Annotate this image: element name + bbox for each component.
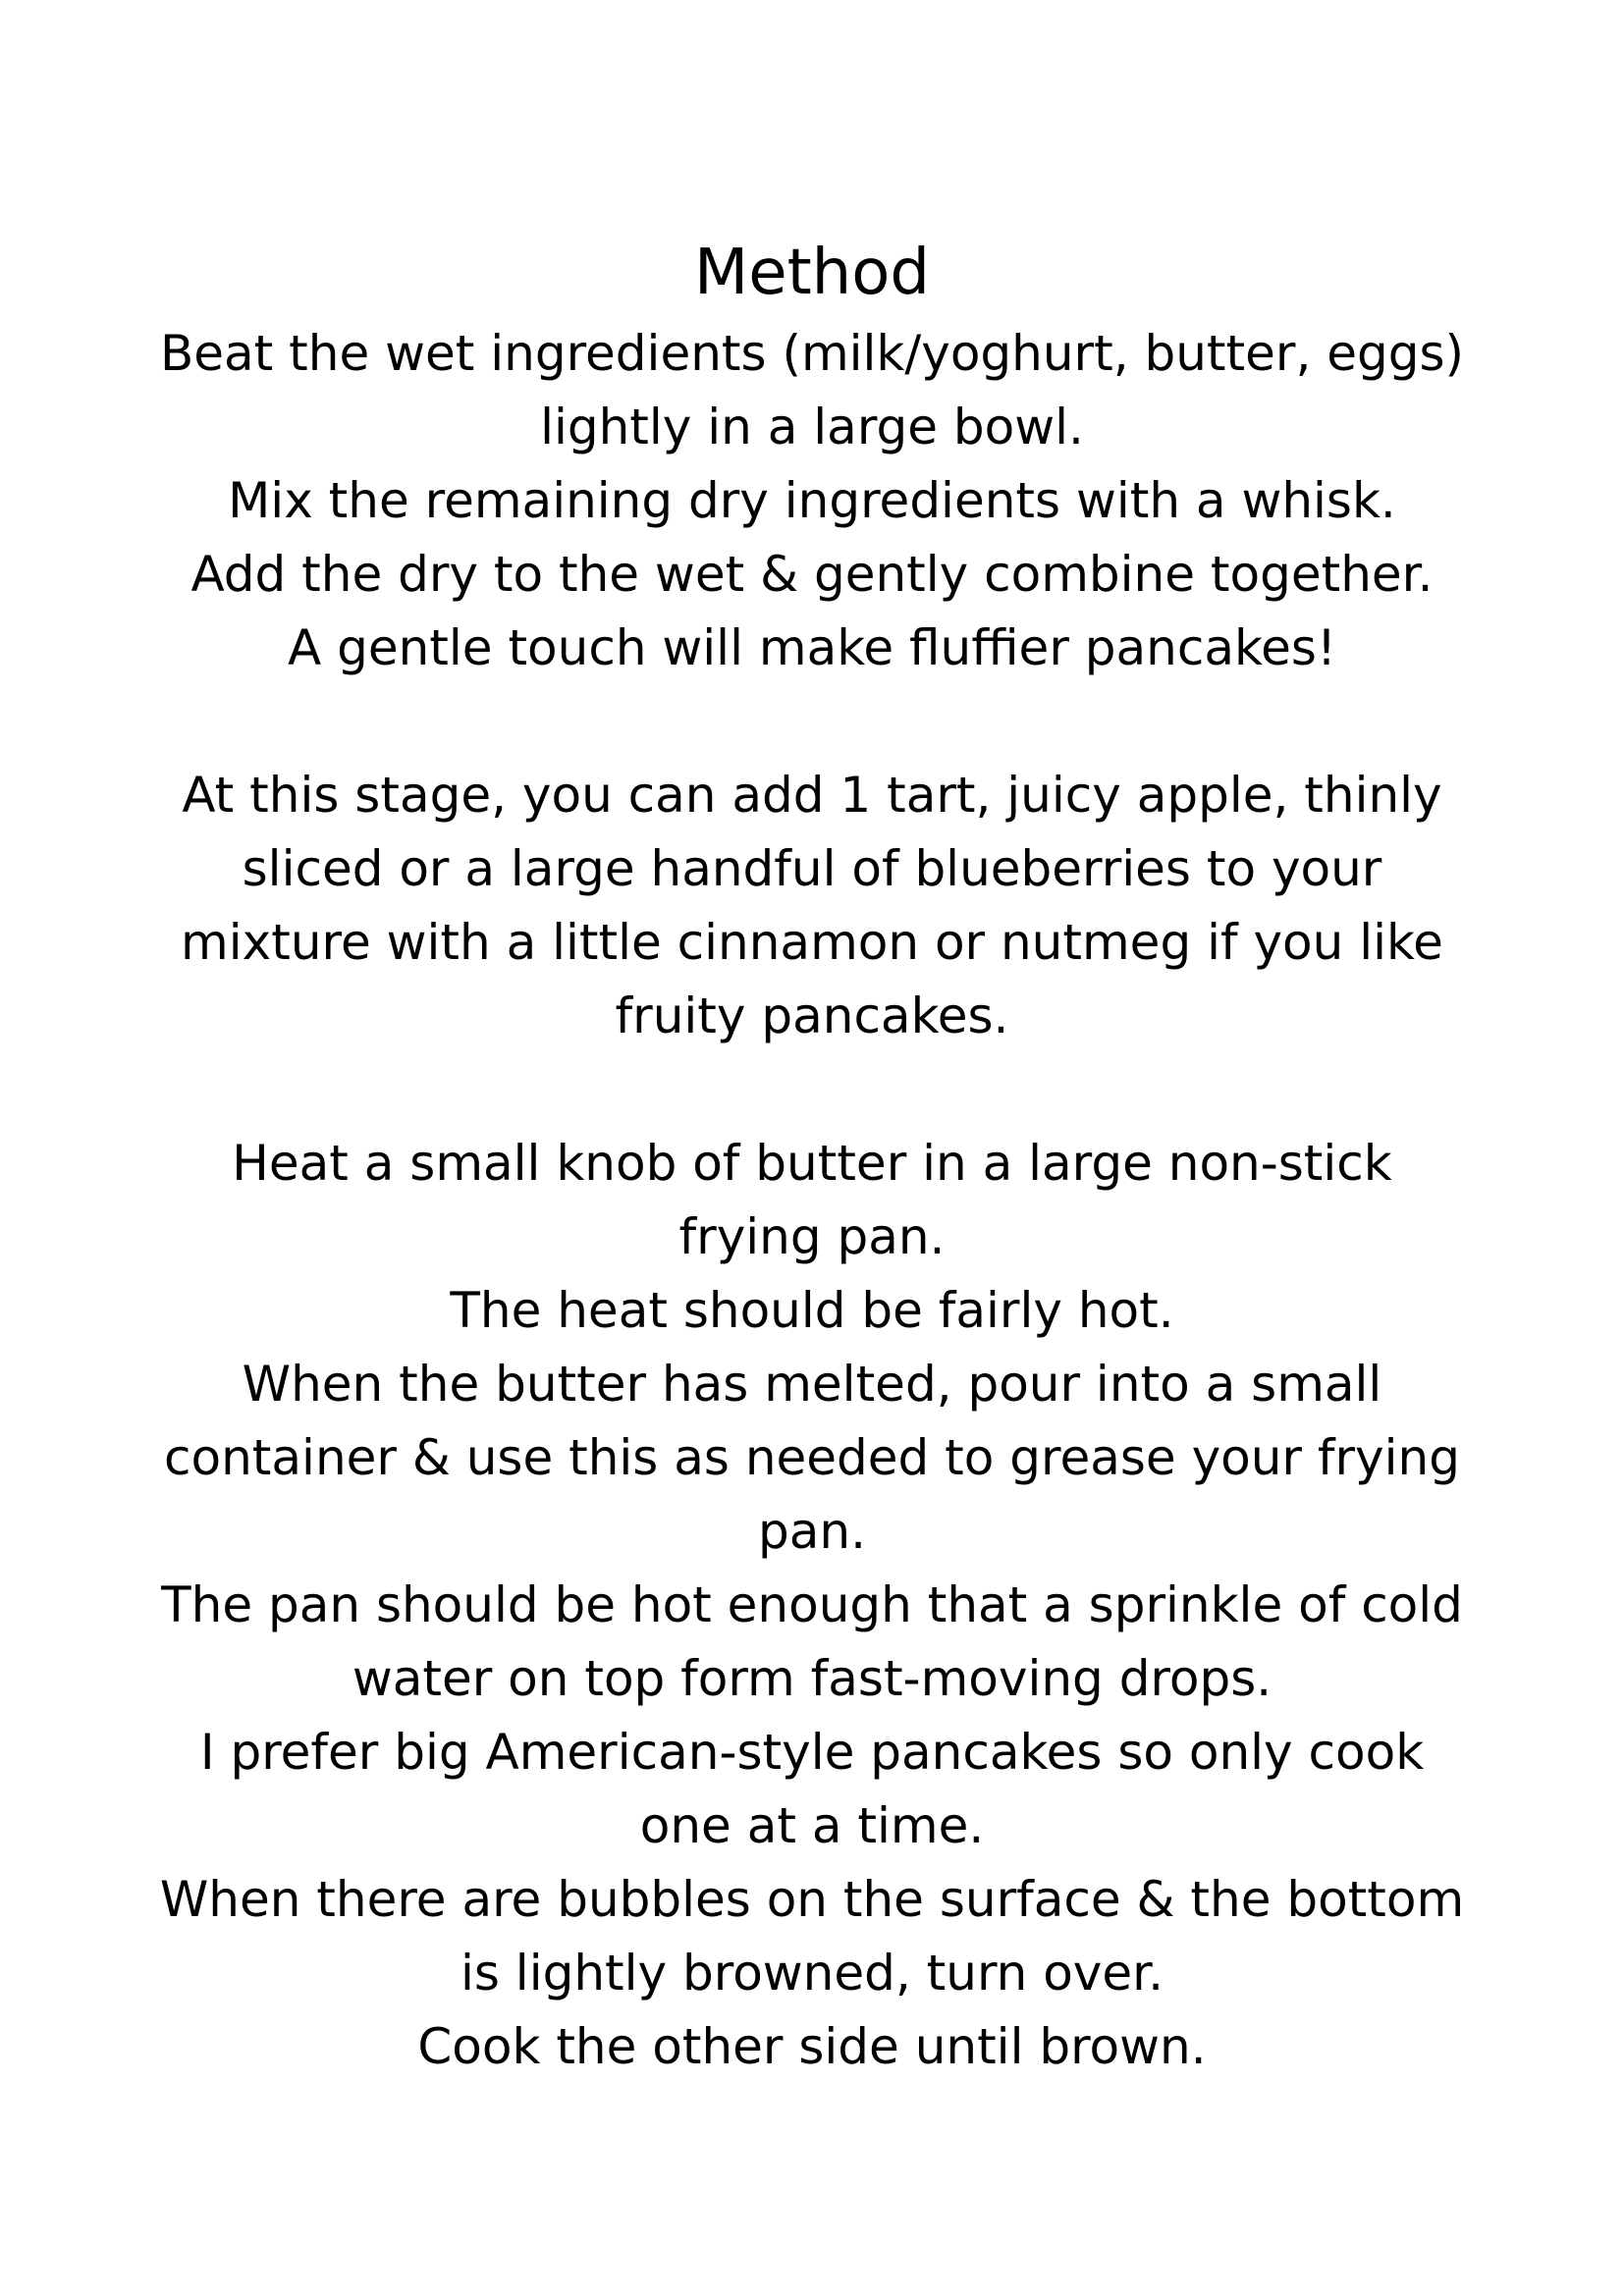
paragraph-gap — [118, 1053, 1506, 1127]
method-line: I prefer big American-style pancakes so only cook — [199, 1724, 1425, 1781]
method-line: When the butter has melted, pour into a small — [242, 1356, 1382, 1413]
method-line: When there are bubbles on the surface & the bottom — [159, 1871, 1465, 1928]
method-line: container & use this as needed to grease your frying — [164, 1429, 1460, 1486]
method-line: Mix the remaining dry ingredients with a whisk. — [228, 472, 1396, 529]
method-line: Cook the other side until brown. — [417, 2018, 1207, 2075]
method-line: frying pan. — [678, 1208, 946, 1265]
paragraph-gap — [118, 685, 1506, 759]
method-line: At this stage, you can add 1 tart, juicy apple, thinly — [182, 767, 1442, 824]
method-line: Add the dry to the wet & gently combine together. — [190, 546, 1434, 603]
method-line: one at a time. — [639, 1797, 985, 1854]
method-line: fruity pancakes. — [615, 988, 1009, 1044]
method-line: The heat should be fairly hot. — [450, 1282, 1174, 1339]
method-heading: Method — [693, 237, 931, 309]
method-line: The pan should be hot enough that a sprinkle of cold — [161, 1576, 1463, 1633]
method-line: mixture with a little cinnamon or nutmeg if you like — [181, 914, 1443, 971]
method-line: is lightly browned, turn over. — [460, 1945, 1164, 2002]
method-line: pan. — [758, 1503, 866, 1560]
method-line: lightly in a large bowl. — [540, 399, 1084, 455]
method-line: A gentle touch will make fluffier pancakes! — [288, 619, 1336, 676]
method-line: sliced or a large handful of blueberries to your — [242, 840, 1382, 897]
method-text — [118, 317, 1506, 2084]
method-line: Beat the wet ingredients (milk/yoghurt, butter, eggs) — [159, 325, 1465, 382]
method-line: water on top form fast-moving drops. — [352, 1650, 1272, 1707]
method-line: Heat a small knob of butter in a large non-stick — [232, 1135, 1392, 1192]
